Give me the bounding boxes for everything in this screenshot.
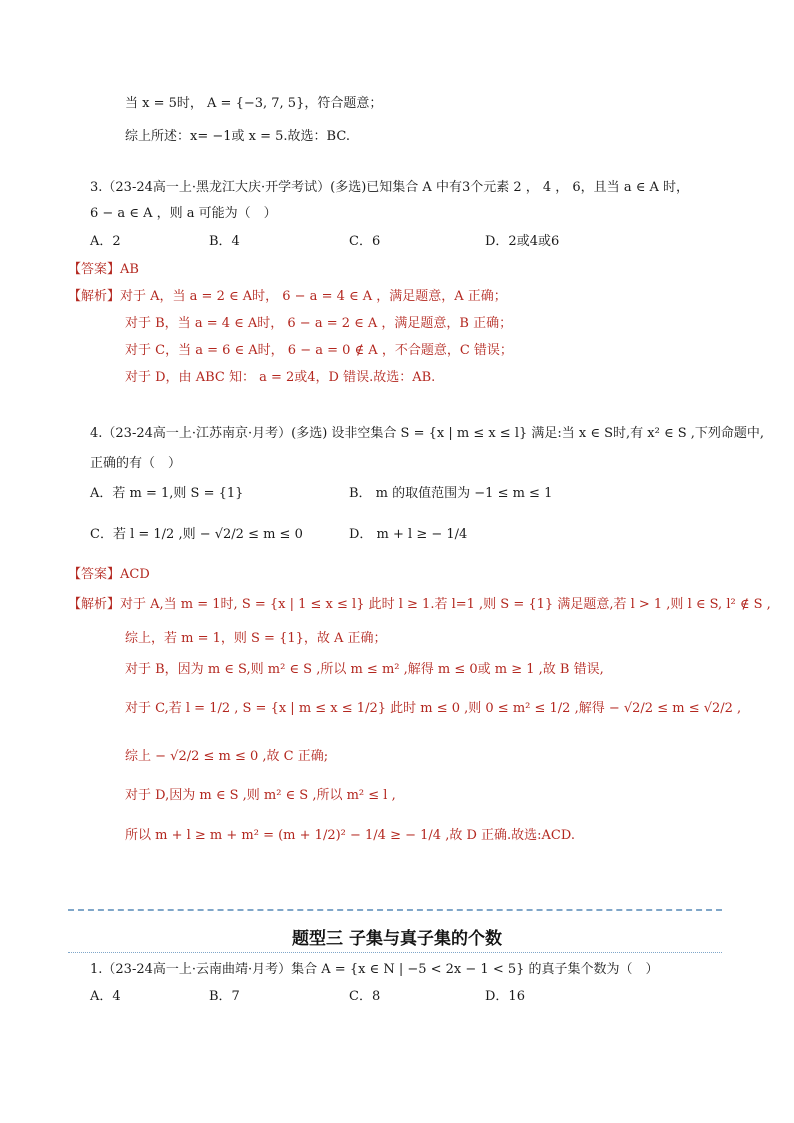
section-title: 题型三 子集与真子集的个数	[292, 929, 502, 949]
q4-analysis-5: 综上 − √2/2 ≤ m ≤ 0 ,故 C 正确;	[125, 749, 329, 764]
section-divider-bottom	[68, 952, 722, 953]
q4-stem-line-2: 正确的有（ ）	[90, 456, 182, 471]
analysis-label: 【解析】	[68, 597, 121, 612]
q4-option-b: B． m 的取值范围为 −1 ≤ m ≤ 1	[349, 486, 553, 501]
q4-option-a: A．若 m = 1,则 S = {1}	[90, 486, 244, 501]
q3-option-c: C．6	[349, 234, 381, 249]
q3-option-a: A．2	[90, 234, 121, 249]
q3-stem-line-2: 6 − a ∈ A ，则 a 可能为（ ）	[90, 206, 277, 221]
analysis-text: 对于 A，当 a = 2 ∈ A时， 6 − a = 4 ∈ A ，满足题意，A 正确；	[120, 289, 507, 304]
analysis-text: 对于 A,当 m = 1时, S = {x | 1 ≤ x ≤ l} 此时 l ≥ 1.若 l=1 ,则 S = {1} 满足题意,若 l > 1 ,则 l ∈ S, l² ∉ S ,	[120, 597, 771, 612]
q4-option-c: C．若 l = 1/2 ,则 − √2/2 ≤ m ≤ 0	[90, 527, 303, 542]
q1-option-a: A．4	[90, 989, 121, 1004]
answer-value: AB	[120, 262, 139, 277]
q3-analysis-1	[68, 288, 507, 306]
q4-analysis-4: 对于 C,若 l = 1/2 , S = {x | m ≤ x ≤ 1/2} 此时 m ≤ 0 ,则 0 ≤ m² ≤ 1/2 ,解得 − √2/2 ≤ m ≤ √2/2 ,	[125, 701, 742, 716]
q4-analysis-2: 综上，若 m = 1，则 S = {1}，故 A 正确；	[125, 631, 387, 646]
q4-analysis-1	[68, 596, 771, 614]
answer-label: 【答案】	[68, 262, 121, 277]
q4-option-d: D． m + l ≥ − 1/4	[349, 527, 468, 542]
answer-value: ACD	[120, 567, 150, 582]
q1-option-d: D．16	[485, 989, 525, 1004]
q3-analysis-2: 对于 B，当 a = 4 ∈ A时， 6 − a = 2 ∈ A ，满足题意，B 正确；	[125, 316, 513, 331]
q1-stem: 1.（23-24高一上·云南曲靖·月考）集合 A = {x ∈ N | −5 < 2x − 1 < 5} 的真子集个数为（ ）	[90, 962, 659, 977]
section-divider-top	[68, 909, 722, 911]
q3-analysis-4: 对于 D，由 ABC 知： a = 2或4，D 错误.故选：AB.	[125, 370, 436, 385]
q4-analysis-6: 对于 D,因为 m ∈ S ,则 m² ∈ S ,所以 m² ≤ l ,	[125, 788, 396, 803]
q3-analysis-3: 对于 C，当 a = 6 ∈ A时， 6 − a = 0 ∉ A ，不合题意，C 错误；	[125, 343, 513, 358]
q3-option-b: B．4	[209, 234, 240, 249]
answer-label: 【答案】	[68, 567, 121, 582]
q4-analysis-7: 所以 m + l ≥ m + m² = (m + 1/2)² − 1/4 ≥ − 1/4 ,故 D 正确.故选:ACD.	[125, 828, 575, 843]
prev-line-2: 综上所述：x= −1或 x = 5.故选：BC.	[125, 129, 350, 144]
q1-option-c: C．8	[349, 989, 381, 1004]
prev-line-1: 当 x = 5时， A = {−3, 7, 5}，符合题意；	[125, 96, 383, 111]
q1-option-b: B．7	[209, 989, 240, 1004]
q3-answer	[68, 261, 139, 279]
q4-answer	[68, 566, 150, 584]
q4-analysis-3: 对于 B，因为 m ∈ S,则 m² ∈ S ,所以 m ≤ m² ,解得 m ≤ 0或 m ≥ 1 ,故 B 错误,	[125, 662, 604, 677]
q3-option-d: D．2或4或6	[485, 234, 560, 249]
q3-stem-line-1: 3.（23-24高一上·黑龙江大庆·开学考试）(多选)已知集合 A 中有3个元素 2 ， 4 ， 6，且当 a ∈ A 时，	[90, 180, 689, 195]
analysis-label: 【解析】	[68, 289, 121, 304]
q4-stem-line-1: 4.（23-24高一上·江苏南京·月考）(多选) 设非空集合 S = {x | m ≤ x ≤ l} 满足:当 x ∈ S时,有 x² ∈ S ,下列命题中,	[90, 426, 765, 441]
